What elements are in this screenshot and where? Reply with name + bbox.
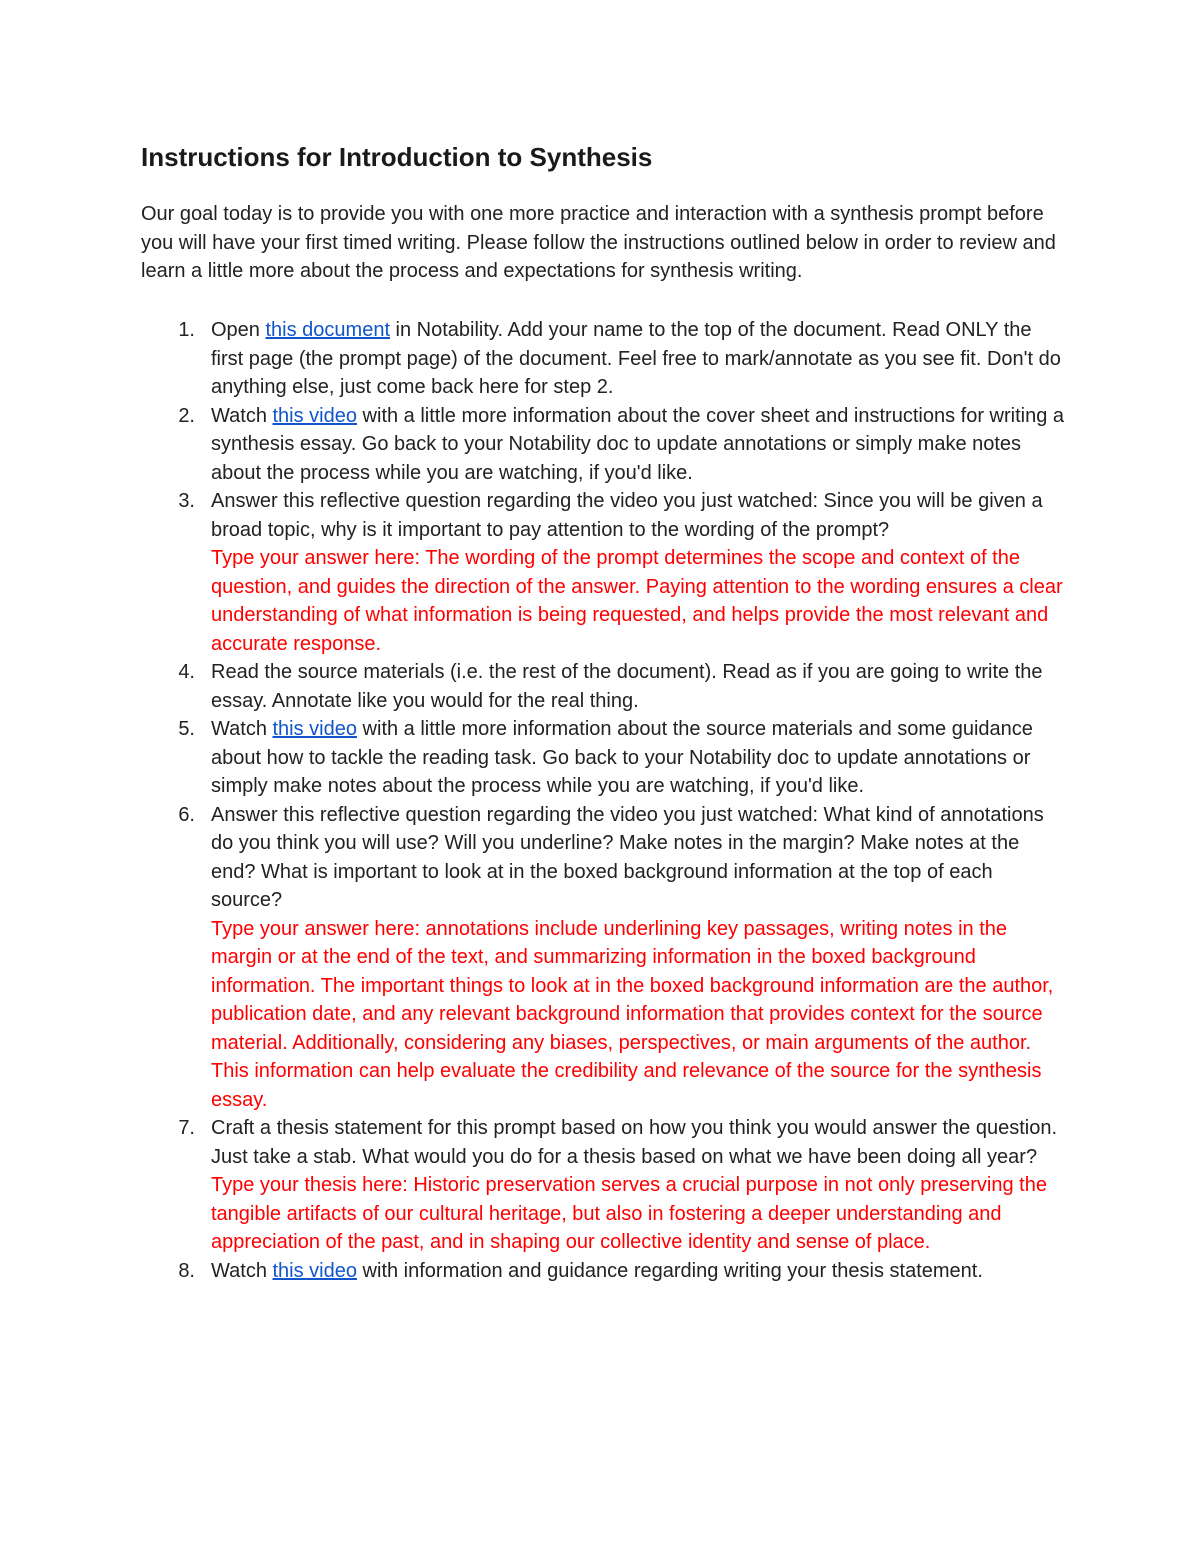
list-item-step-5 — [141, 715, 1066, 801]
list-item-step-4 — [141, 658, 1066, 715]
step-text: Watch — [211, 718, 273, 740]
step-text: in Notability. Add your name to the top of the document. Read ONLY the first page (the prompt page) of the document. Feel free to mark/annotate as you see fit. Don't do anything else, just come back here for step 2. — [211, 319, 1061, 398]
list-item-step-6 — [141, 801, 1066, 1115]
step-text: Craft a thesis statement for this prompt based on how you think you would answer the question. Just take a stab. What would you do for a thesis based on what we have been doing all year? — [211, 1117, 1058, 1168]
intro-paragraph: Our goal today is to provide you with one more practice and interaction with a synthesis prompt before you will have your first timed writing. Please follow the instructions outlined below in order to review and learn a little more about the process and expectations for synthesis writing. — [141, 203, 1056, 282]
answer-text: Type your answer here: annotations include underlining key passages, writing notes in the margin or at the end of the text, and summarizing information in the boxed background information. The important things to look at in the boxed background information are the author, publication date, and any relevant background information that provides context for the source material. Additionally, considering any biases, perspectives, or main arguments of the author. This information can help evaluate the credibility and relevance of the source for the synthesis essay. — [211, 917, 1054, 1111]
step-text: with a little more information about the source materials and some guidance about how to tackle the reading task. Go back to your Notability doc to update annotations or simply make notes about the process while you are watching, if you'd like. — [211, 718, 1033, 797]
step-text: Answer this reflective question regarding the video you just watched: Since you will be given a broad topic, why is it important to pay attention to the wording of the prompt? — [211, 490, 1043, 541]
step-number: 8. — [178, 1259, 195, 1282]
step-number: 7. — [178, 1117, 195, 1139]
step-text: Watch — [211, 1259, 273, 1282]
step-number: 5. — [178, 718, 195, 740]
list-item-step-8 — [141, 1257, 1066, 1286]
document-title: Instructions for Introduction to Synthesis — [141, 142, 653, 172]
answer-text: Type your answer here: The wording of the prompt determines the scope and context of the question, and guides the direction of the answer. Paying attention to the wording ensures a clear understanding of what information is being requested, and helps provide the most relevant and accurate response. — [211, 547, 1063, 655]
step-text: Answer this reflective question regarding the video you just watched: What kind of annotations do you think you will use? Will you underline? Make notes in the margin? Make notes at the end? What is important to look at in the boxed background information at the top of each source? — [211, 803, 1044, 911]
this-document-link[interactable]: this document — [265, 319, 390, 341]
step-text: Watch — [211, 404, 273, 427]
step-text: with a little more information about the cover sheet and instructions for writing a synthesis essay. Go back to your Notability doc to update annotations or simply make notes about the process while you are watching, if you'd like. — [211, 404, 1065, 484]
step-text: with information and guidance regarding writing your thesis statement. — [357, 1259, 983, 1282]
list-item-step-3 — [141, 487, 1066, 658]
step-text: Read the source materials (i.e. the rest of the document). Read as if you are going to write the essay. Annotate like you would for the real thing. — [211, 661, 1043, 712]
step-number: 3. — [178, 490, 195, 512]
step-number: 2. — [178, 404, 195, 427]
step-number: 4. — [178, 661, 195, 683]
step-number: 1. — [178, 319, 195, 341]
video-link-thesis[interactable]: this video — [272, 1259, 357, 1282]
step-number: 6. — [178, 803, 195, 826]
instruction-list — [141, 316, 1066, 1285]
video-link-source-materials[interactable]: this video — [272, 718, 357, 740]
thesis-text: Type your thesis here: Historic preservation serves a crucial purpose in not only preserving the tangible artifacts of our cultural heritage, but also in fostering a deeper understanding and appreciation of the past, and in shaping our collective identity and sense of place. — [211, 1174, 1047, 1253]
list-item-step-2 — [141, 402, 1066, 488]
video-link-cover-sheet[interactable]: this video — [272, 404, 357, 427]
list-item-step-7 — [141, 1114, 1066, 1257]
list-item-step-1 — [141, 316, 1066, 402]
step-text: Open — [211, 319, 266, 341]
